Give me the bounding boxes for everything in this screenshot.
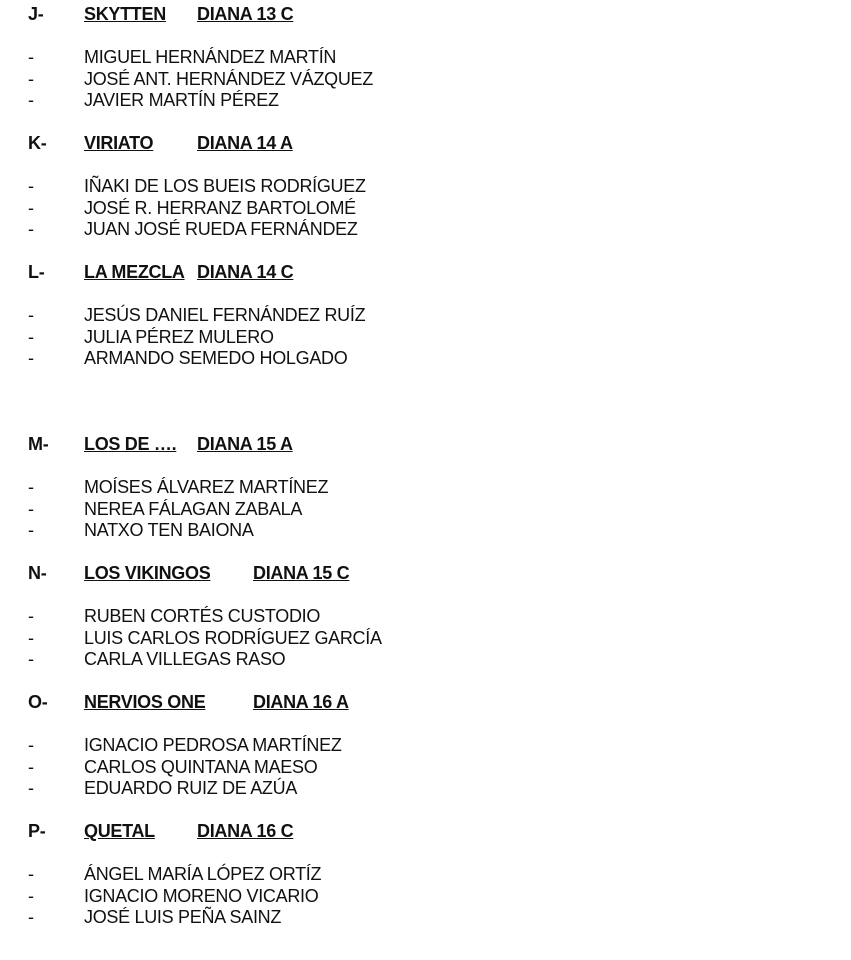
team-diana: DIANA 15 A bbox=[197, 434, 293, 454]
team-header bbox=[0, 262, 851, 284]
member-name: NEREA FÁLAGAN ZABALA bbox=[84, 498, 303, 519]
member-name: MOÍSES ÁLVAREZ MARTÍNEZ bbox=[84, 477, 329, 497]
member-row bbox=[0, 305, 851, 327]
member-name: CARLA VILLEGAS RASO bbox=[84, 649, 286, 669]
member-row bbox=[0, 520, 851, 542]
member-name: JESÚS DANIEL FERNÁNDEZ RUÍZ bbox=[84, 305, 366, 325]
member-row bbox=[0, 348, 851, 370]
member-name: RUBEN CORTÉS CUSTODIO bbox=[84, 606, 321, 626]
bullet-dash: - bbox=[28, 477, 34, 497]
member-row bbox=[0, 69, 851, 91]
team-name: SKYTTEN bbox=[84, 4, 166, 24]
member-name: EDUARDO RUIZ DE AZÚA bbox=[84, 778, 298, 798]
bullet-dash: - bbox=[28, 606, 34, 626]
member-row bbox=[0, 864, 851, 886]
bullet-dash: - bbox=[28, 305, 34, 325]
team-name: LOS VIKINGOS bbox=[84, 563, 211, 583]
team-block bbox=[0, 133, 851, 239]
team-block bbox=[0, 434, 851, 540]
member-name: JAVIER MARTÍN PÉREZ bbox=[84, 90, 279, 110]
team-block bbox=[0, 692, 851, 798]
team-name: NERVIOS ONE bbox=[84, 692, 206, 712]
member-name: IGNACIO PEDROSA MARTÍNEZ bbox=[84, 735, 342, 755]
team-block bbox=[0, 821, 851, 927]
team-diana: DIANA 16 A bbox=[253, 692, 349, 712]
member-list bbox=[0, 606, 851, 671]
bullet-dash: - bbox=[28, 907, 34, 927]
member-row bbox=[0, 907, 851, 929]
team-letter: L- bbox=[28, 262, 45, 282]
bullet-dash: - bbox=[28, 326, 34, 347]
member-name: IÑAKI DE LOS BUEIS RODRÍGUEZ bbox=[84, 176, 366, 196]
member-list bbox=[0, 176, 851, 241]
bullet-dash: - bbox=[28, 197, 34, 218]
team-letter: M- bbox=[28, 434, 49, 454]
team-letter: J- bbox=[28, 4, 44, 24]
bullet-dash: - bbox=[28, 47, 34, 67]
member-row bbox=[0, 198, 851, 220]
bullet-dash: - bbox=[28, 885, 34, 906]
team-name: VIRIATO bbox=[84, 133, 154, 153]
member-list bbox=[0, 735, 851, 800]
team-block bbox=[0, 563, 851, 669]
team-diana: DIANA 15 C bbox=[253, 563, 350, 583]
member-row bbox=[0, 757, 851, 779]
member-row bbox=[0, 886, 851, 908]
member-list bbox=[0, 864, 851, 929]
bullet-dash: - bbox=[28, 864, 34, 884]
bullet-dash: - bbox=[28, 627, 34, 648]
team-diana: DIANA 14 C bbox=[197, 262, 294, 282]
team-letter: K- bbox=[28, 133, 47, 153]
member-name: NATXO TEN BAIONA bbox=[84, 520, 254, 540]
team-header bbox=[0, 692, 851, 714]
team-block bbox=[0, 262, 851, 368]
member-row bbox=[0, 477, 851, 499]
bullet-dash: - bbox=[28, 778, 34, 798]
member-name: JOSÉ ANT. HERNÁNDEZ VÁZQUEZ bbox=[84, 68, 373, 89]
team-letter: P- bbox=[28, 821, 46, 841]
member-name: JOSÉ R. HERRANZ BARTOLOMÉ bbox=[84, 197, 356, 218]
member-row bbox=[0, 219, 851, 241]
bullet-dash: - bbox=[28, 520, 34, 540]
bullet-dash: - bbox=[28, 756, 34, 777]
member-row bbox=[0, 735, 851, 757]
member-row bbox=[0, 47, 851, 69]
member-name: JOSÉ LUIS PEÑA SAINZ bbox=[84, 907, 282, 927]
member-name: MIGUEL HERNÁNDEZ MARTÍN bbox=[84, 47, 337, 67]
team-diana: DIANA 14 A bbox=[197, 133, 293, 153]
member-name: JULIA PÉREZ MULERO bbox=[84, 326, 274, 347]
member-name: IGNACIO MORENO VICARIO bbox=[84, 885, 319, 906]
team-name: LOS DE …. bbox=[84, 434, 177, 454]
team-header bbox=[0, 133, 851, 155]
member-list bbox=[0, 47, 851, 112]
member-row bbox=[0, 649, 851, 671]
bullet-dash: - bbox=[28, 219, 34, 239]
team-header bbox=[0, 821, 851, 843]
member-row bbox=[0, 90, 851, 112]
team-letter: O- bbox=[28, 692, 48, 712]
member-row bbox=[0, 327, 851, 349]
member-row bbox=[0, 176, 851, 198]
team-diana: DIANA 16 C bbox=[197, 821, 294, 841]
team-name: LA MEZCLA bbox=[84, 262, 185, 282]
member-row bbox=[0, 778, 851, 800]
member-row bbox=[0, 499, 851, 521]
team-diana: DIANA 13 C bbox=[197, 4, 294, 24]
member-name: CARLOS QUINTANA MAESO bbox=[84, 756, 318, 777]
member-row bbox=[0, 628, 851, 650]
team-header bbox=[0, 563, 851, 585]
member-name: LUIS CARLOS RODRÍGUEZ GARCÍA bbox=[84, 627, 382, 648]
bullet-dash: - bbox=[28, 176, 34, 196]
team-header bbox=[0, 4, 851, 26]
bullet-dash: - bbox=[28, 90, 34, 110]
team-block bbox=[0, 4, 851, 110]
member-name: JUAN JOSÉ RUEDA FERNÁNDEZ bbox=[84, 219, 358, 239]
bullet-dash: - bbox=[28, 68, 34, 89]
member-list bbox=[0, 477, 851, 542]
member-name: ARMANDO SEMEDO HOLGADO bbox=[84, 348, 348, 368]
team-letter: N- bbox=[28, 563, 47, 583]
team-header bbox=[0, 434, 851, 456]
member-list bbox=[0, 305, 851, 370]
team-name: QUETAL bbox=[84, 821, 155, 841]
bullet-dash: - bbox=[28, 735, 34, 755]
bullet-dash: - bbox=[28, 649, 34, 669]
member-name: ÁNGEL MARÍA LÓPEZ ORTÍZ bbox=[84, 864, 322, 884]
member-row bbox=[0, 606, 851, 628]
bullet-dash: - bbox=[28, 348, 34, 368]
bullet-dash: - bbox=[28, 498, 34, 519]
